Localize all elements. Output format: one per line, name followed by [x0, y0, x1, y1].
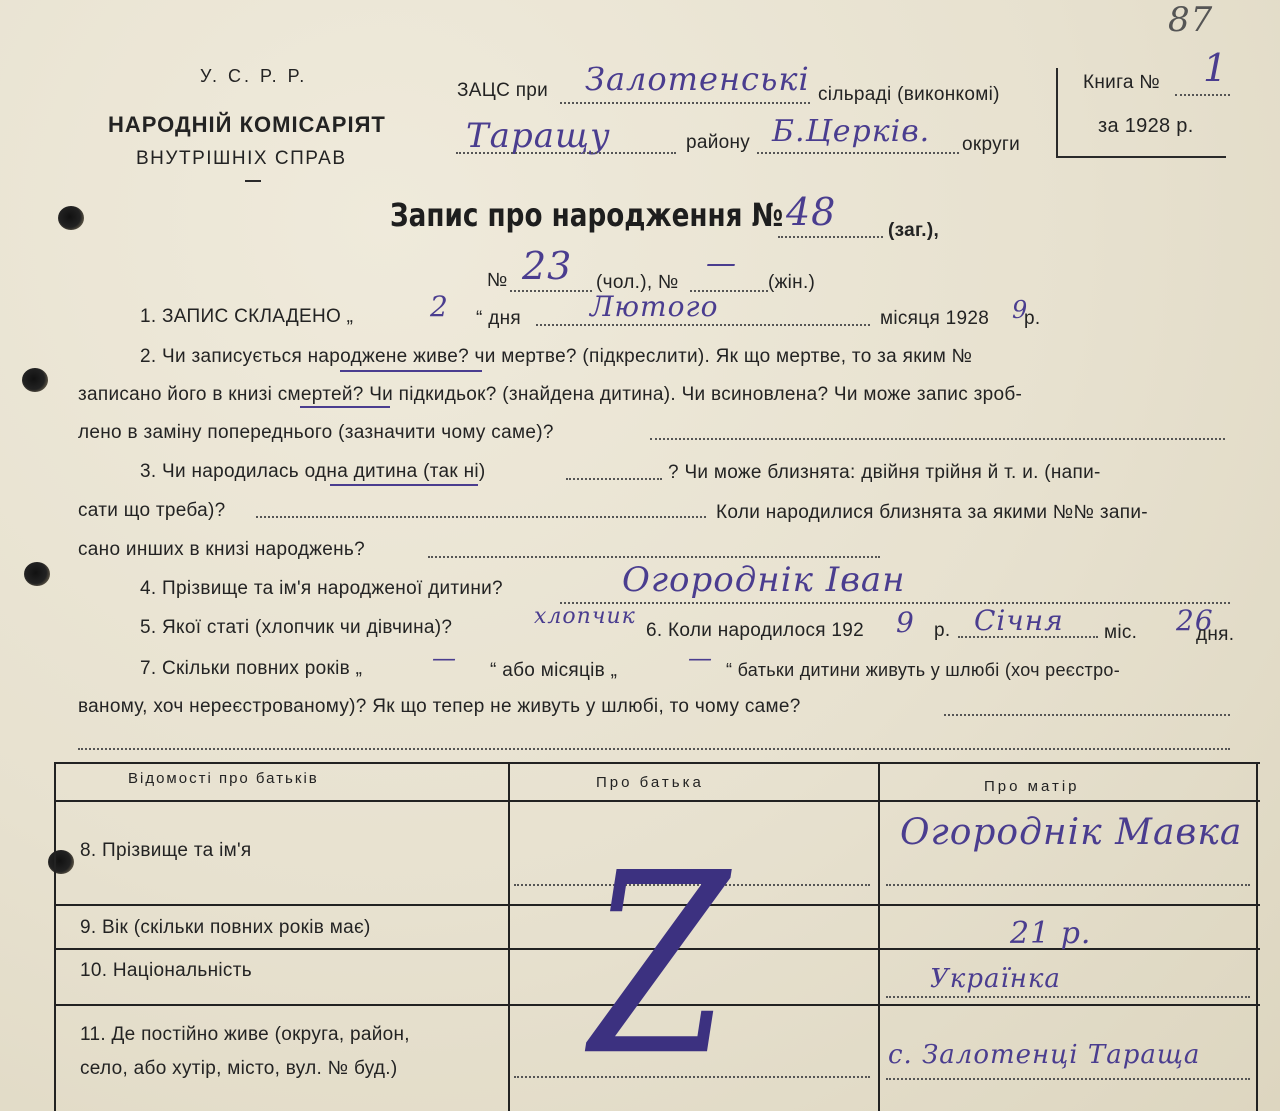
table-border [508, 762, 510, 1111]
table-header-father: Про батька [596, 774, 704, 791]
dotted-line [958, 636, 1098, 638]
book-year: за 1928 р. [1098, 115, 1194, 137]
mother-nationality: Українка [930, 964, 1061, 994]
marriage-years: — [432, 644, 457, 672]
female-number: — [706, 246, 737, 281]
marriage-months: — [688, 644, 713, 672]
birth-day: 26 [1176, 604, 1214, 637]
underline-mark [330, 484, 478, 486]
item-1-month-label: місяця 1928 [880, 308, 990, 329]
record-title: Запис про народження № [390, 196, 784, 234]
dotted-line [886, 1078, 1250, 1080]
row-10-label: 10. Національність [80, 960, 252, 981]
header-dash [245, 180, 261, 182]
dotted-line [1175, 94, 1230, 96]
mother-residence: с. Залотенці Тараща [888, 1040, 1201, 1070]
zags-label: ЗАЦС при [457, 80, 549, 101]
okruga-value: Б.Церків. [772, 114, 931, 149]
item-2-line-1: 2. Чи записується народжене живе? чи мертве? (підкреслити). Як що мертве, то за яким № [140, 346, 973, 367]
item-6-day-label: дня. [1196, 624, 1235, 645]
dotted-line [886, 996, 1250, 998]
punch-hole [48, 850, 74, 874]
item-3-line-3: сано инших в книзі народжень? [78, 539, 365, 560]
item-3-line-1b: ? Чи може близнята: двійня трійня й т. и. (напи- [668, 462, 1101, 483]
item-3-line-1: 3. Чи народилась одна дитина (так ні) [140, 461, 486, 482]
dotted-line [944, 714, 1230, 716]
dotted-line [78, 748, 1230, 750]
item-3-line-2b: Коли народилися близнята за якими №№ запи- [716, 502, 1148, 523]
dotted-line [778, 236, 883, 238]
district-value: Таращу [466, 116, 611, 156]
punch-hole [58, 206, 84, 230]
corner-mark: 87 [1168, 0, 1214, 40]
item-4-label: 4. Прізвище та ім'я народженої дитини? [140, 578, 503, 599]
birth-month: Січня [974, 604, 1064, 637]
dotted-line [456, 152, 676, 154]
dotted-line [256, 516, 706, 518]
zags-value: Залотенські [585, 60, 810, 98]
book-box-bottom [1056, 156, 1226, 158]
table-border [878, 762, 880, 1111]
record-month: Лютого [590, 290, 719, 323]
record-year-correction: 9 [1012, 296, 1029, 324]
district-label: району [686, 132, 751, 153]
item-1-label: 1. ЗАПИС СКЛАДЕНО „ [140, 306, 354, 327]
commissariat-label: НАРОДНІЙ КОМІСАРІЯТ [108, 112, 386, 137]
dotted-line [566, 478, 662, 480]
birth-year-digit: 9 [896, 606, 915, 639]
item-6-label: 6. Коли народилося 192 [646, 620, 865, 641]
item-6-month-label: міс. [1104, 622, 1138, 643]
underline-mark [340, 370, 482, 372]
item-1-day-label: “ дня [476, 308, 521, 329]
book-label: Книга № [1083, 72, 1161, 93]
child-sex: хлопчик [534, 604, 636, 629]
dotted-line [510, 290, 592, 292]
row-11-label-line-2: село, або хутір, місто, вул. № буд.) [80, 1058, 398, 1079]
item-7-line-1a: 7. Скільки повних років „ [140, 658, 363, 679]
item-5-label: 5. Якої статі (хлопчик чи дівчина)? [140, 617, 453, 638]
table-border [54, 800, 1260, 802]
table-border [54, 762, 56, 1111]
dotted-line [757, 152, 959, 154]
book-number: 1 [1203, 46, 1229, 90]
row-11-label-line-1: 11. Де постійно живе (округа, район, [80, 1024, 410, 1045]
table-header-mother: Про матір [984, 778, 1080, 795]
internal-affairs-label: ВНУТРІШНІХ СПРАВ [136, 148, 347, 169]
dotted-line [886, 884, 1250, 886]
male-suffix: (чол.), № [596, 272, 679, 293]
dotted-line [650, 438, 1225, 440]
ussr-label: У. С. Р. Р. [200, 66, 308, 86]
mother-name: Огороднік Мавка [900, 812, 1243, 853]
underline-mark [300, 406, 390, 408]
row-9-label: 9. Вік (скільки повних років має) [80, 917, 371, 938]
punch-hole [24, 562, 50, 586]
female-suffix: (жін.) [768, 272, 816, 293]
dotted-line [428, 556, 880, 558]
punch-hole [22, 368, 48, 392]
dotted-line [560, 602, 1230, 604]
item-7-line-2: ваному, хоч нереєстрованому)? Як що тепер не живуть у шлюбі, то чому саме? [78, 696, 801, 717]
table-border [54, 762, 1260, 764]
table-border [1256, 762, 1258, 1111]
record-day: 2 [430, 290, 449, 323]
item-2-line-2: записано його в книзі смертей? Чи підкидьок? (знайдена дитина). Чи всиновлена? Чи може запис зроб- [78, 384, 1023, 405]
item-3-line-2a: сати що треба)? [78, 500, 226, 521]
record-suffix: (заг.), [888, 220, 940, 241]
child-name: Огороднік Іван [622, 560, 906, 600]
mother-age: 21 р. [1010, 916, 1092, 951]
book-box-left [1056, 68, 1058, 158]
item-7-line-1b: “ або місяців „ [490, 660, 618, 681]
item-1-year-suffix: р. [1024, 308, 1041, 329]
item-6-year-suffix: р. [934, 620, 951, 641]
okruga-label: округи [962, 134, 1021, 155]
father-z-mark: Z [590, 820, 730, 1111]
item-2-line-3: лено в заміну попереднього (зазначити чому саме)? [78, 422, 554, 443]
number-label: № [487, 270, 508, 291]
male-number: 23 [522, 244, 573, 288]
table-header-info: Відомості про батьків [128, 770, 319, 787]
selrada-label: сільраді (виконкомі) [818, 84, 1000, 105]
item-7-line-1c: “ батьки дитини живуть у шлюбі (хоч реєстро- [726, 660, 1121, 680]
record-number: 48 [786, 190, 837, 234]
row-8-label: 8. Прізвище та ім'я [80, 840, 252, 861]
dotted-line [536, 324, 870, 326]
dotted-line [560, 102, 810, 104]
